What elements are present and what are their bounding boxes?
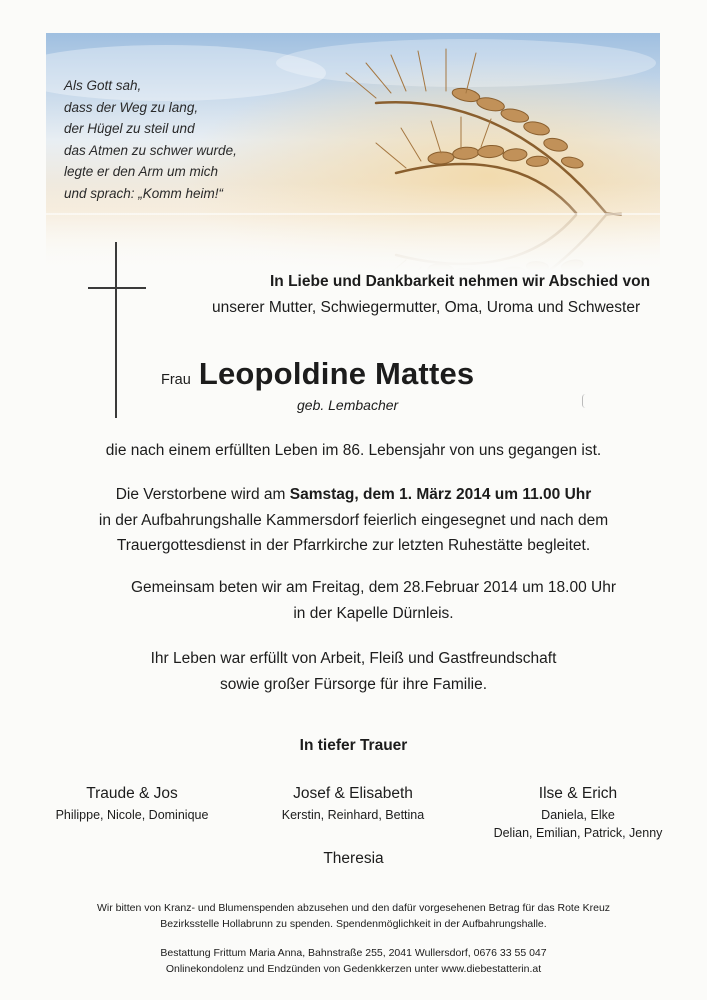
funeral-intro: Die Verstorbene wird am xyxy=(115,486,290,503)
scan-artifact xyxy=(582,394,589,408)
salutation: Frau xyxy=(161,372,191,388)
family-head: Traude & Jos xyxy=(86,785,178,802)
deceased-name-row xyxy=(161,356,474,392)
poem-line: das Atmen zu schwer wurde, xyxy=(64,142,237,158)
cross-icon xyxy=(115,242,117,418)
family-head: Josef & Elisabeth xyxy=(293,785,413,802)
funeral-date: Samstag, dem 1. März 2014 um 11.00 Uhr xyxy=(289,486,592,503)
mourning-heading: In tiefer Trauer xyxy=(299,737,408,754)
prayer-line-2: in der Kapelle Dürnleis. xyxy=(293,604,454,622)
family-single: Theresia xyxy=(323,850,384,867)
deceased-name: Leopoldine Mattes xyxy=(198,356,475,391)
donation-note xyxy=(0,900,707,932)
poem-line: und sprach: „Komm heim!“ xyxy=(64,185,224,201)
family-members: Delian, Emilian, Patrick, Jenny xyxy=(493,826,663,840)
family-head: Ilse & Erich xyxy=(538,785,618,802)
funeral-line-3: Trauergottesdienst in der Pfarrkirche zur letzten Ruhestätte begleitet. xyxy=(116,537,591,554)
undertaker-line-1: Bestattung Frittum Maria Anna, Bahnstraße 255, 2041 Wullersdorf, 0676 33 55 047 xyxy=(160,947,547,959)
life-line-1: Ihr Leben war erfüllt von Arbeit, Fleiß und Gastfreundschaft xyxy=(150,650,557,667)
family-group xyxy=(238,784,468,824)
cross-bar xyxy=(88,287,146,289)
poem-line: Als Gott sah, xyxy=(64,78,142,93)
undertaker-line-2: Onlinekondolenz und Endzünden von Gedenkkerzen unter www.diebestatterin.at xyxy=(165,963,542,975)
poem-line: dass der Weg zu lang, xyxy=(64,99,199,115)
donation-line-1: Wir bitten von Kranz- und Blumenspenden abzusehen und den dafür vorgesehenen Betrag für das Rote Kreuz xyxy=(96,902,611,914)
funeral-line-2: in der Aufbahrungshalle Kammersdorf feierlich eingesegnet und nach dem xyxy=(98,511,609,529)
passing-text: die nach einem erfüllten Leben im 86. Lebensjahr von uns gegangen ist. xyxy=(105,442,602,459)
funeral-line-1 xyxy=(0,482,707,508)
family-members: Kerstin, Reinhard, Bettina xyxy=(281,808,425,822)
life-line-2: sowie großer Fürsorge für ihre Familie. xyxy=(219,675,488,693)
prayer-text xyxy=(20,575,707,626)
funeral-text xyxy=(0,482,707,559)
donation-line-2: Bezirksstelle Hollabrunn zu spenden. Spendenmöglichkeit in der Aufbahrungshalle. xyxy=(160,918,547,930)
life-text xyxy=(0,646,707,697)
family-members: Philippe, Nicole, Dominique xyxy=(55,808,209,822)
intro-line-1: In Liebe und Dankbarkeit nehmen wir Abschied von xyxy=(270,273,651,290)
poem-line: der Hügel zu steil und xyxy=(64,121,195,137)
poem xyxy=(64,75,237,205)
family-group xyxy=(17,784,247,824)
intro-line-2: unserer Mutter, Schwiegermutter, Oma, Uroma und Schwester xyxy=(212,299,641,316)
poem-line: legte er den Arm um mich xyxy=(64,164,219,180)
family-group xyxy=(463,784,693,842)
prayer-line-1: Gemeinsam beten wir am Freitag, dem 28.Februar 2014 um 18.00 Uhr xyxy=(130,579,617,596)
wheat-header-image xyxy=(46,33,660,271)
birth-name: geb. Lembacher xyxy=(297,397,399,413)
undertaker-info xyxy=(0,945,707,977)
family-members: Daniela, Elke xyxy=(541,808,615,822)
